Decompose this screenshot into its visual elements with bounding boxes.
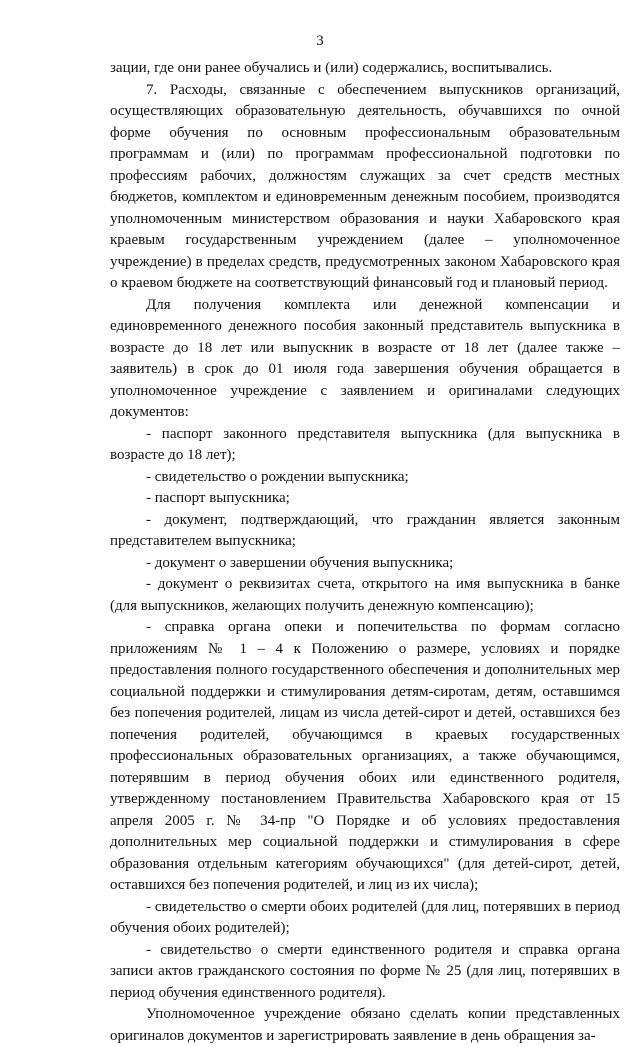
page-number: 3 <box>316 33 324 49</box>
list-item: - паспорт выпускника; <box>146 490 290 506</box>
list-item: - справка органа опеки и попечительства по формам согласно приложениям № 1 – 4 к Положению о размере, условиях и порядке предоставления полного государственного обеспечения и дополнительных мер социальной поддержки и стимулирования детям-сиротам, детям, оставшимся без попечения родителей, лицам из числа детей-сирот и детей, оставшихся без попечения родителей, обучающимся в краевых государственных профессиональных образовательных организациях, а также обучающимся, потерявшим в период обучения обоих или единственного родителя, утвержденному постановлением Правительства Хабаровского края от 15 апреля 2005 г. № 34-пр "О Порядке и об условиях предоставления дополнительных мер социальной поддержки и стимулирования в сфере образования отдельным категориям обучающихся" (для детей-сирот, детей, оставшихся без попечения родителей, и лиц из их числа); <box>110 619 620 893</box>
paragraph-registration: Уполномоченное учреждение обязано сделать копии представленных оригиналов документов и зарегистрировать заявление в день обращения за- <box>110 1006 620 1044</box>
list-item: - документ о реквизитах счета, открытого на имя выпускника в банке (для выпускников, желающих получить денежную компенсацию); <box>110 576 620 614</box>
list-item: - документ о завершении обучения выпускника; <box>146 554 454 571</box>
paragraph-item-7: 7. Расходы, связанные с обеспечением выпускников организаций, осуществляющих образовательную деятельность, обучавшихся по очной форме обучения по основным профессиональным образовательным программам и (или) по программам профессиональной подготовки по профессиям рабочих, должностям служащих за счет средств местных бюджетов, комплектом и единовременным денежным пособием, производятся уполномоченным министерством образования и науки Хабаровского края краевым государственным учреждением (далее – уполномоченное учреждение) в пределах средств, предусмотренных законом Хабаровского края о краевом бюджете на соответствующий финансовый год и плановый период. <box>110 81 620 291</box>
list-item: - свидетельство о рождении выпускника; <box>146 468 409 485</box>
list-item: - свидетельство о смерти обоих родителей (для лиц, потерявших в период обучения обоих родителей); <box>110 898 620 936</box>
list-item: - свидетельство о смерти единственного родителя и справка органа записи актов гражданского состояния по форме № 25 (для лиц, потерявших в период обучения единственного родителя). <box>110 941 620 1001</box>
document-body <box>110 58 620 1047</box>
list-item: - паспорт законного представителя выпускника (для выпускника в возрасте до 18 лет); <box>110 425 620 463</box>
paragraph-application-procedure: Для получения комплекта или денежной компенсации и единовременного денежного пособия законный представитель выпускника в возрасте до 18 лет или выпускник в возрасте от 18 лет (далее также – заявитель) в срок до 01 июля года завершения обучения обращается в уполномоченное учреждение с заявлением и оригиналами следующих документов: <box>110 296 620 420</box>
list-item: - документ, подтверждающий, что гражданин является законным представителем выпускника; <box>110 511 620 549</box>
paragraph-continuation: зации, где они ранее обучались и (или) содержались, воспитывались. <box>110 60 553 76</box>
